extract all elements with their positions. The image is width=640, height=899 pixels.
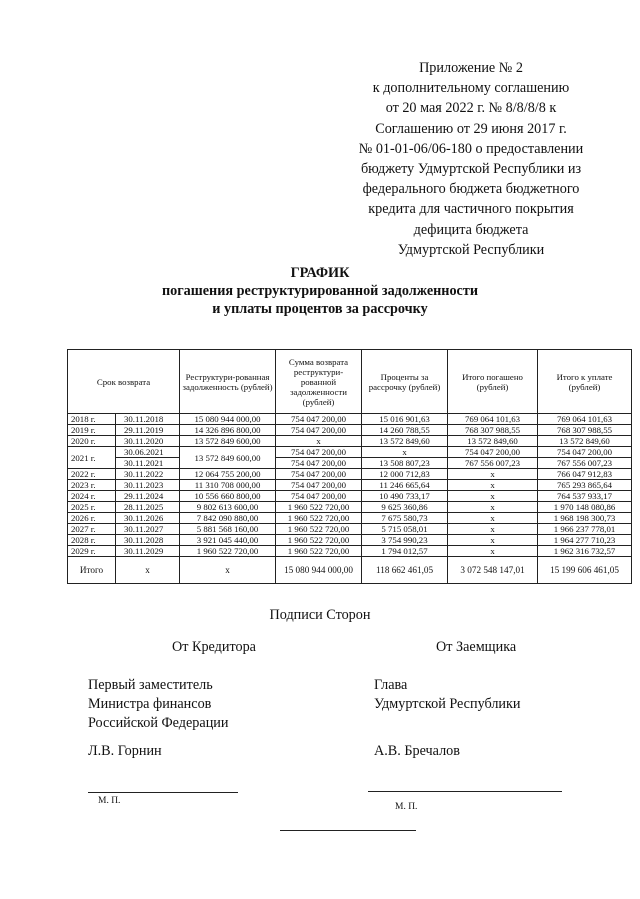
cell-total-repaid: 769 064 101,63 [448, 414, 538, 425]
cell-interest: 9 625 360,86 [362, 502, 448, 513]
cell-total-repaid: х [448, 480, 538, 491]
cell-repayment-amount: 1 960 522 720,00 [276, 524, 362, 535]
cell-total-payable: 1 966 237 778,01 [538, 524, 632, 535]
cell-interest: 14 260 788,55 [362, 425, 448, 436]
cell-year: 2025 г. [68, 502, 116, 513]
cell-due-date: 30.11.2023 [116, 480, 180, 491]
cell-repayment-amount: 754 047 200,00 [276, 480, 362, 491]
table-header-row [68, 350, 632, 414]
cell-interest: 12 000 712,83 [362, 469, 448, 480]
header-repayment-amount: Сумма возврата реструктури-рованной задолженности (рублей) [276, 350, 362, 414]
cell-due-date: 30.11.2020 [116, 436, 180, 447]
total-cell: Итого [68, 557, 116, 584]
appendix-line: Приложение № 2 [419, 60, 523, 76]
cell-total-payable: 1 968 198 300,73 [538, 513, 632, 524]
cell-restructured-debt: 7 842 090 880,00 [180, 513, 276, 524]
cell-year: 2026 г. [68, 513, 116, 524]
document-title: ГРАФИК [290, 265, 350, 281]
table-row [68, 480, 632, 491]
cell-total-payable: 1 962 316 732,57 [538, 546, 632, 557]
cell-year: 2028 г. [68, 535, 116, 546]
total-cell: 15 199 606 461,05 [538, 557, 632, 584]
cell-restructured-debt: 14 326 896 800,00 [180, 425, 276, 436]
total-cell: 3 072 548 147,01 [448, 557, 538, 584]
document-subtitle-line-1: погашения реструктурированной задолженности [161, 283, 479, 299]
borrower-name: А.В. Бречалов [374, 743, 460, 759]
cell-restructured-debt: 13 572 849 600,00 [180, 447, 276, 469]
header-due-date: Срок возврата [68, 350, 180, 414]
cell-total-repaid: 754 047 200,00 [448, 447, 538, 458]
cell-repayment-amount: 754 047 200,00 [276, 458, 362, 469]
cell-restructured-debt: 12 064 755 200,00 [180, 469, 276, 480]
cell-repayment-amount: 754 047 200,00 [276, 414, 362, 425]
cell-interest: 1 794 012,57 [362, 546, 448, 557]
cell-total-repaid: 768 307 988,55 [448, 425, 538, 436]
borrower-position-line: Глава [374, 677, 408, 693]
cell-year: 2018 г. [68, 414, 116, 425]
creditor-position-line: Министра финансов [88, 696, 212, 712]
cell-repayment-amount: х [276, 436, 362, 447]
cell-year: 2022 г. [68, 469, 116, 480]
cell-repayment-amount: 754 047 200,00 [276, 447, 362, 458]
cell-interest: 7 675 580,73 [362, 513, 448, 524]
cell-restructured-debt: 11 310 708 000,00 [180, 480, 276, 491]
cell-restructured-debt: 1 960 522 720,00 [180, 546, 276, 557]
creditor-position [88, 676, 228, 733]
cell-repayment-amount: 1 960 522 720,00 [276, 546, 362, 557]
cell-interest: 3 754 990,23 [362, 535, 448, 546]
borrower-label: От Заемщика [436, 639, 517, 655]
appendix-line: дефицита бюджета [413, 221, 529, 238]
creditor-stamp: М. П. [98, 796, 121, 806]
table-row [68, 458, 632, 469]
cell-due-date: 30.11.2029 [116, 546, 180, 557]
appendix-line: Удмуртской Республики [397, 241, 545, 258]
cell-total-payable: 765 293 865,64 [538, 480, 632, 491]
cell-total-repaid: х [448, 469, 538, 480]
appendix-line: федерального бюджета бюджетного [362, 181, 580, 198]
repayment-schedule-table [67, 349, 632, 584]
cell-due-date: 30.11.2021 [116, 458, 180, 469]
cell-restructured-debt: 13 572 849 600,00 [180, 436, 276, 447]
cell-total-repaid: х [448, 491, 538, 502]
cell-total-repaid: х [448, 546, 538, 557]
bottom-separator-line [280, 830, 416, 831]
cell-repayment-amount: 754 047 200,00 [276, 425, 362, 436]
table-row [68, 546, 632, 557]
cell-total-payable: 769 064 101,63 [538, 414, 632, 425]
cell-due-date: 30.11.2022 [116, 469, 180, 480]
cell-interest: 13 572 849,60 [362, 436, 448, 447]
table-row [68, 469, 632, 480]
table-row [68, 524, 632, 535]
cell-total-payable: 764 537 933,17 [538, 491, 632, 502]
cell-year: 2027 г. [68, 524, 116, 535]
cell-total-payable: 768 307 988,55 [538, 425, 632, 436]
appendix-line: Соглашению от 29 июня 2017 г. [375, 120, 567, 137]
document-subtitle-line-2: и уплаты процентов за рассрочку [212, 301, 428, 317]
cell-repayment-amount: 754 047 200,00 [276, 469, 362, 480]
cell-due-date: 30.11.2027 [116, 524, 180, 535]
table-row [68, 425, 632, 436]
table-row [68, 502, 632, 513]
appendix-line: к дополнительному соглашению [372, 80, 570, 97]
cell-year: 2029 г. [68, 546, 116, 557]
cell-total-repaid: х [448, 502, 538, 513]
cell-total-payable: 766 047 912,83 [538, 469, 632, 480]
header-interest: Проценты за рассрочку (рублей) [362, 350, 448, 414]
table-total-row [68, 557, 632, 584]
cell-interest: 10 490 733,17 [362, 491, 448, 502]
appendix-header [340, 58, 602, 260]
creditor-position-line: Первый заместитель [88, 677, 213, 693]
cell-restructured-debt: 9 802 613 600,00 [180, 502, 276, 513]
borrower-signature-line [368, 791, 562, 792]
creditor-label: От Кредитора [172, 639, 256, 655]
cell-restructured-debt: 3 921 045 440,00 [180, 535, 276, 546]
cell-year: 2024 г. [68, 491, 116, 502]
signatures-heading: Подписи Сторон [269, 607, 371, 623]
cell-year: 2019 г. [68, 425, 116, 436]
cell-interest: 11 246 665,64 [362, 480, 448, 491]
appendix-line: кредита для частичного покрытия [368, 201, 574, 218]
creditor-name: Л.В. Горнин [88, 743, 162, 759]
borrower-position-line: Удмуртской Республики [374, 696, 521, 712]
appendix-line: № 01-01-06/06-180 о предоставлении [358, 140, 584, 157]
cell-total-repaid: х [448, 524, 538, 535]
total-cell: 15 080 944 000,00 [276, 557, 362, 584]
cell-due-date: 30.11.2026 [116, 513, 180, 524]
creditor-signature-line [88, 792, 238, 793]
table-row [68, 414, 632, 425]
cell-total-payable: 767 556 007,23 [538, 458, 632, 469]
table-row [68, 535, 632, 546]
cell-total-repaid: 13 572 849,60 [448, 436, 538, 447]
total-cell: х [116, 557, 180, 584]
cell-restructured-debt: 15 080 944 000,00 [180, 414, 276, 425]
cell-repayment-amount: 1 960 522 720,00 [276, 535, 362, 546]
header-total-payable: Итого к уплате (рублей) [538, 350, 632, 414]
cell-due-date: 28.11.2025 [116, 502, 180, 513]
cell-total-payable: 13 572 849,60 [538, 436, 632, 447]
creditor-position-line: Российской Федерации [88, 715, 229, 731]
cell-total-payable: 1 964 277 710,23 [538, 535, 632, 546]
cell-interest: 5 715 058,01 [362, 524, 448, 535]
cell-total-payable: 1 970 148 080,86 [538, 502, 632, 513]
borrower-position [374, 676, 521, 714]
header-restructured-debt: Реструктури-рованная задолженность (рублей) [180, 350, 276, 414]
cell-total-payable: 754 047 200,00 [538, 447, 632, 458]
borrower-stamp: М. П. [395, 802, 418, 812]
total-cell: х [180, 557, 276, 584]
cell-repayment-amount: 754 047 200,00 [276, 491, 362, 502]
cell-total-repaid: х [448, 513, 538, 524]
table-row [68, 513, 632, 524]
cell-due-date: 30.06.2021 [116, 447, 180, 458]
cell-year: 2023 г. [68, 480, 116, 491]
cell-interest: х [362, 447, 448, 458]
cell-restructured-debt: 10 556 660 800,00 [180, 491, 276, 502]
cell-interest: 13 508 807,23 [362, 458, 448, 469]
cell-year: 2020 г. [68, 436, 116, 447]
cell-restructured-debt: 5 881 568 160,00 [180, 524, 276, 535]
appendix-line: от 20 мая 2022 г. № 8/8/8/8 к [385, 100, 557, 117]
table-row [68, 436, 632, 447]
cell-due-date: 29.11.2019 [116, 425, 180, 436]
table-row [68, 491, 632, 502]
cell-total-repaid: х [448, 535, 538, 546]
cell-total-repaid: 767 556 007,23 [448, 458, 538, 469]
cell-repayment-amount: 1 960 522 720,00 [276, 513, 362, 524]
total-cell: 118 662 461,05 [362, 557, 448, 584]
cell-due-date: 29.11.2024 [116, 491, 180, 502]
cell-year: 2021 г. [68, 447, 116, 469]
table-row [68, 447, 632, 458]
cell-repayment-amount: 1 960 522 720,00 [276, 502, 362, 513]
header-total-repaid: Итого погашено (рублей) [448, 350, 538, 414]
cell-due-date: 30.11.2018 [116, 414, 180, 425]
appendix-line: бюджету Удмуртской Республики из [360, 161, 582, 178]
cell-due-date: 30.11.2028 [116, 535, 180, 546]
cell-interest: 15 016 901,63 [362, 414, 448, 425]
